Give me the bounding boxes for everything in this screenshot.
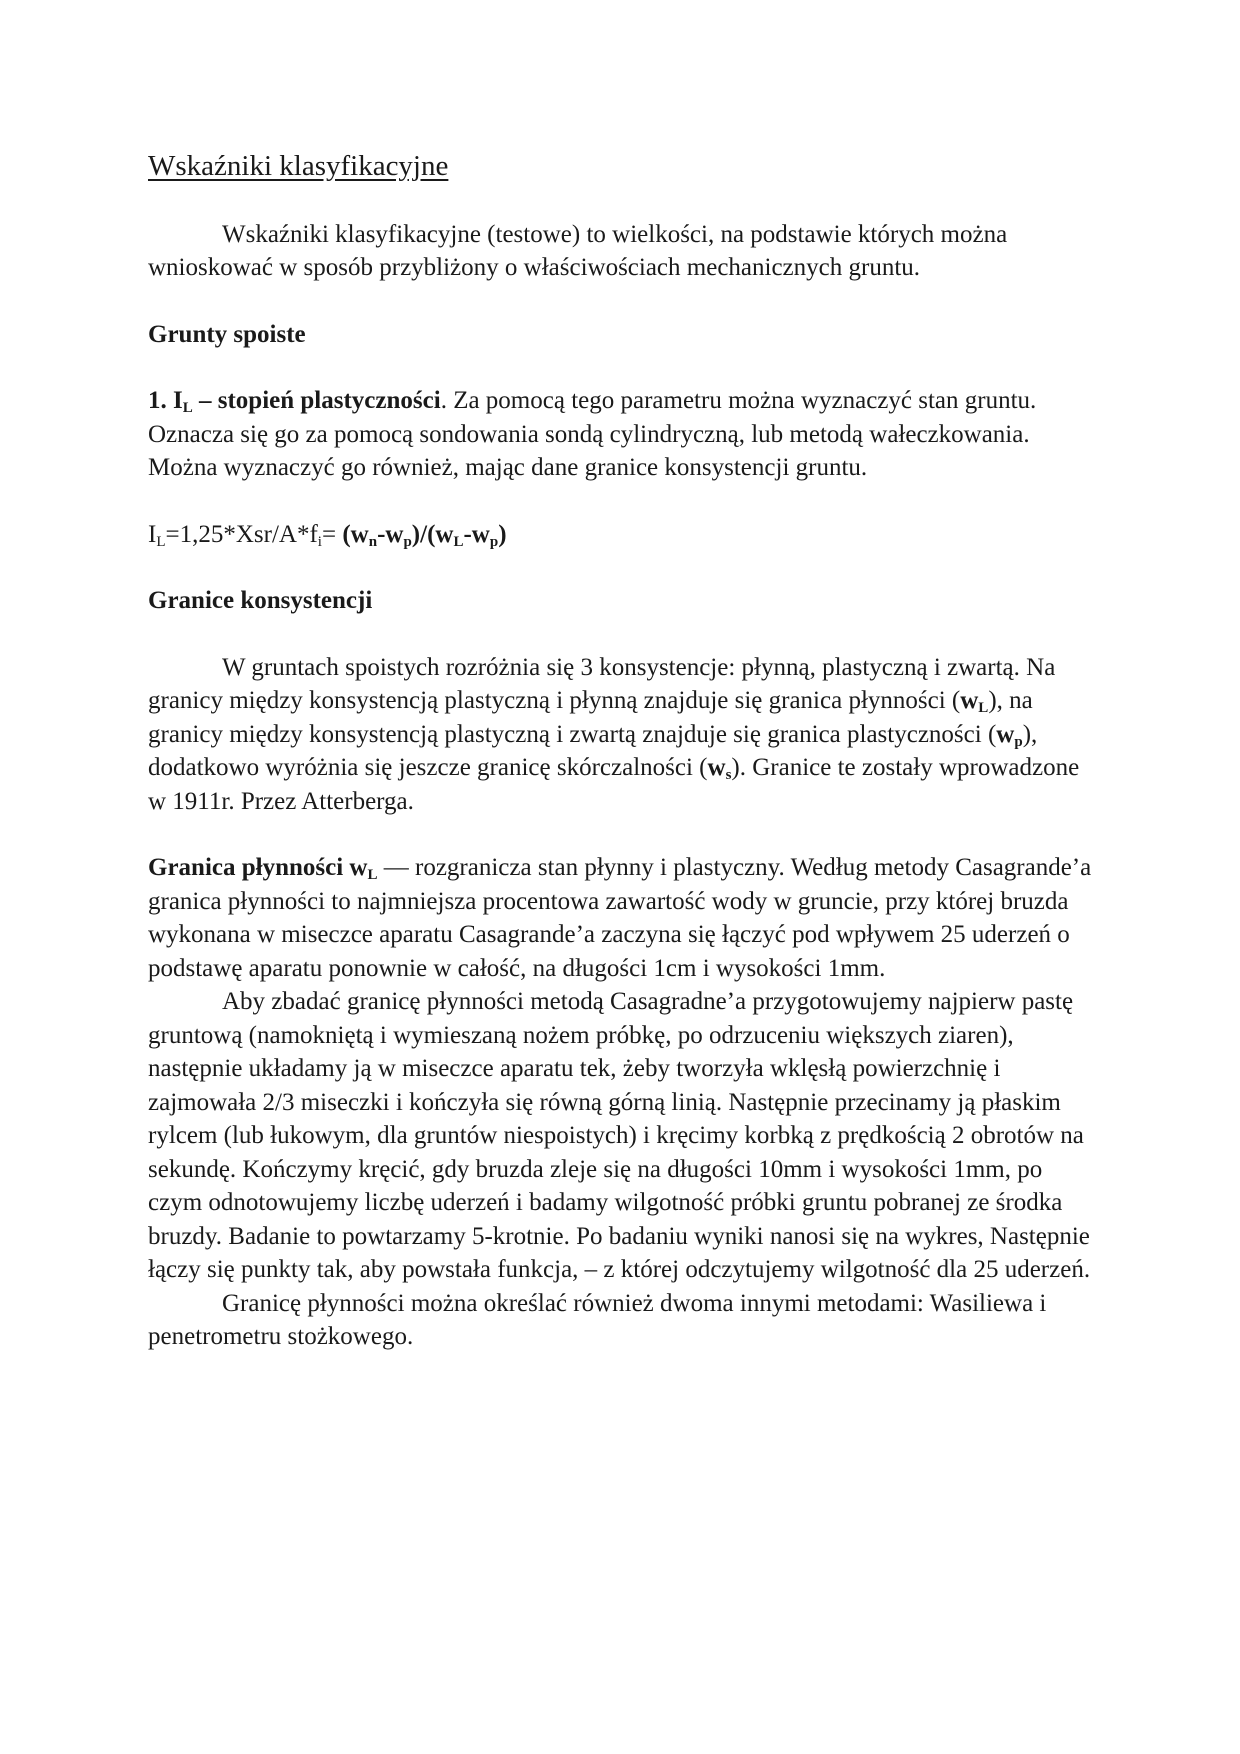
consistency-limits-paragraph: W gruntach spoistych rozróżnia się 3 konsystencje: płynną, plastyczną i zwartą. Na granicy między konsystencją plastyczną i płynną znajduje się granica płynności $(w_L)$, na granicy między konsystencją plastyczną i zwartą znajduje się granica plastyczności $(w_p)$, dodatkowo wyróżnia się jeszcze granicę skórczalności $(w_s)$. Granice te zostały wprowadzone w 1911r. Przez Atterberga. bbox=[148, 653, 1080, 815]
heading-cohesive-soils: Grunty spoiste bbox=[148, 320, 306, 348]
intro-paragraph: Wskaźniki klasyfikacyjne (testowe) to wielkości, na podstawie których można wnioskować w sposób przybliżony o właściwościach mechanicznych gruntu. bbox=[148, 220, 1008, 281]
liquid-limit-paragraph: Granica płynności $w_L$ — rozgranicza stan płynny i plastyczny. Według metody Casagrande’a granica płynności to najmniejsza procentowa zawartość wody w gruncie, przy której bruzda wykonana w miseczce aparatu Casagrande’a zaczyna się łączyć pod wpływem 25 uderzeń o podstawę aparatu ponownie w całość, na długości 1cm i wysokości 1mm. bbox=[148, 854, 1092, 982]
liquid-limit-label: Granica płynności $w_L$ bbox=[148, 854, 378, 883]
heading-consistency-limits: Granice konsystencji bbox=[148, 587, 373, 614]
plasticity-index-label: 1. $I_L$ – stopień plastyczności bbox=[148, 387, 441, 416]
document-title: Wskaźniki klasyfikacyjne bbox=[148, 150, 449, 182]
plasticity-index-text: . Za pomocą tego parametru można wyznaczyć stan gruntu. Oznacza się go za pomocą sondowania sondą cylindryczną, lub metodą wałeczkowania. Można wyznaczyć go również, mając dane granice konsystencji gruntu. bbox=[148, 387, 1037, 481]
procedure-paragraph: Aby zbadać granicę płynności metodą Casagradne’a przygotowujemy najpierw pastę gruntową (namokniętą i wymieszaną nożem próbkę, po odrzuceniu większych ziaren), następnie układamy ją w miseczce aparatu tek, żeby tworzyła wklęsłą powierzchnię i zajmowała 2/3 miseczki i kończyła się równą górną linią. Następnie przecinamy ją płaskim rylcem (lub łukowym, dla gruntów niespoistych) i kręcimy korbką z prędkością 2 obrotów na sekundę. Kończymy kręcić, gdy bruzda zleje się na długości 10mm i wysokości 1mm, po czym odnotowujemy liczbę uderzeń i badamy wilgotność próbki gruntu pobranej ze środka bruzdy. Badanie to powtarzamy 5-krotnie. Po badaniu wyniki nanosi się na wykres, Następnie łączy się punkty tak, aby powstała funkcja, – z której odczytujemy wilgotność dla 25 uderzeń. bbox=[148, 988, 1091, 1283]
document-page bbox=[148, 150, 1093, 1354]
plasticity-index-paragraph bbox=[148, 384, 1093, 485]
other-methods-paragraph: Granicę płynności można określać również dwoma innymi metodami: Wasiliewa i penetrometru stożkowego. bbox=[148, 1289, 1047, 1350]
formula-ratio: $(w_n-w_p)/(w_L-w_p)$ bbox=[342, 520, 507, 550]
formula-line: $I_L=1,25*Xsr/A*f_i= (w_n-w_p)/(w_L-w_p)$ bbox=[148, 520, 507, 550]
